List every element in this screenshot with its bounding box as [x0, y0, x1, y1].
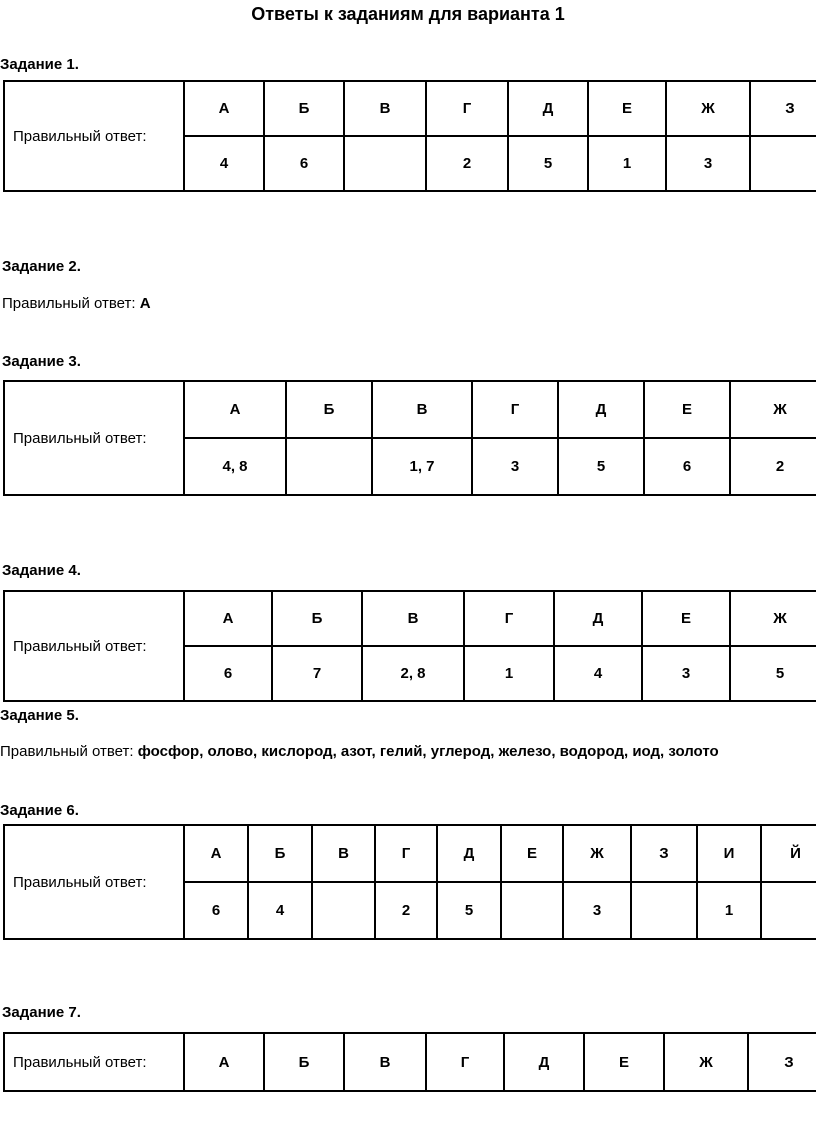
task3-answer-table [3, 380, 816, 496]
task4-header-d: Д [554, 591, 642, 646]
task2-answer-line [2, 295, 151, 312]
task4-header-e: Е [642, 591, 730, 646]
task1-value-z [750, 136, 816, 191]
task6-header-d: Д [437, 825, 501, 882]
task6-header-zh: Ж [563, 825, 631, 882]
task3-value-d: 5 [558, 438, 644, 495]
task6-value-y [761, 882, 816, 939]
task3-value-e: 6 [644, 438, 730, 495]
task4-value-zh: 5 [730, 646, 816, 701]
task5-answer: фосфор, олово, кислород, азот, гелий, углерод, железо, водород, иод, золото [137, 743, 719, 760]
task4-answer-table [3, 590, 816, 702]
task1-header-g: Г [426, 81, 508, 136]
task6-answer-table [3, 824, 816, 940]
task4-value-e: 3 [642, 646, 730, 701]
task3-header-zh: Ж [730, 381, 816, 438]
page-title: Ответы к заданиям для варианта 1 [251, 4, 565, 24]
task1-header-zh: Ж [666, 81, 750, 136]
task1-header-b: Б [264, 81, 344, 136]
task4-value-b: 7 [272, 646, 362, 701]
task3-header-e: Е [644, 381, 730, 438]
task7-header-b: Б [264, 1033, 344, 1091]
task7-header-z: З [748, 1033, 816, 1091]
task3-heading: Задание 3. [2, 353, 81, 370]
task4-header-a: А [184, 591, 272, 646]
answer-label: Правильный ответ: [4, 591, 184, 701]
task6-value-zh: 3 [563, 882, 631, 939]
task5-answer-line [0, 743, 719, 760]
task6-value-e [501, 882, 563, 939]
task3-header-b: Б [286, 381, 372, 438]
task2-heading: Задание 2. [2, 258, 81, 275]
task4-heading: Задание 4. [2, 562, 81, 579]
task4-header-v: В [362, 591, 464, 646]
task1-value-b: 6 [264, 136, 344, 191]
answer-label: Правильный ответ: [2, 295, 140, 312]
task6-header-g: Г [375, 825, 437, 882]
task1-header-d: Д [508, 81, 588, 136]
task6-header-b: Б [248, 825, 312, 882]
task4-header-zh: Ж [730, 591, 816, 646]
task1-answer-table [3, 80, 816, 192]
answer-label: Правильный ответ: [4, 381, 184, 495]
task1-value-e: 1 [588, 136, 666, 191]
task6-header-a: А [184, 825, 248, 882]
task3-header-a: А [184, 381, 286, 438]
task6-value-d: 5 [437, 882, 501, 939]
task7-heading: Задание 7. [2, 1004, 81, 1021]
task6-header-i: И [697, 825, 761, 882]
task7-header-e: Е [584, 1033, 664, 1091]
task7-header-v: В [344, 1033, 426, 1091]
task6-value-a: 6 [184, 882, 248, 939]
task7-header-d: Д [504, 1033, 584, 1091]
task3-value-a: 4, 8 [184, 438, 286, 495]
task3-header-g: Г [472, 381, 558, 438]
task3-value-g: 3 [472, 438, 558, 495]
task1-value-d: 5 [508, 136, 588, 191]
task3-value-v: 1, 7 [372, 438, 472, 495]
task6-value-b: 4 [248, 882, 312, 939]
task1-header-a: А [184, 81, 264, 136]
task4-value-d: 4 [554, 646, 642, 701]
task6-heading: Задание 6. [0, 802, 79, 819]
task1-header-v: В [344, 81, 426, 136]
answer-label: Правильный ответ: [4, 1033, 184, 1091]
task6-value-i: 1 [697, 882, 761, 939]
task7-header-zh: Ж [664, 1033, 748, 1091]
task6-value-z [631, 882, 697, 939]
task6-value-v [312, 882, 375, 939]
task6-header-y: Й [761, 825, 816, 882]
task3-header-d: Д [558, 381, 644, 438]
task6-header-e: Е [501, 825, 563, 882]
task5-heading: Задание 5. [0, 707, 79, 724]
task7-header-a: А [184, 1033, 264, 1091]
answer-label: Правильный ответ: [0, 743, 138, 760]
task7-header-g: Г [426, 1033, 504, 1091]
task6-value-g: 2 [375, 882, 437, 939]
task4-value-a: 6 [184, 646, 272, 701]
answer-label: Правильный ответ: [4, 81, 184, 191]
task3-value-zh: 2 [730, 438, 816, 495]
task1-value-zh: 3 [666, 136, 750, 191]
task4-value-g: 1 [464, 646, 554, 701]
task3-value-b [286, 438, 372, 495]
task1-value-a: 4 [184, 136, 264, 191]
task1-header-e: Е [588, 81, 666, 136]
task4-value-v: 2, 8 [362, 646, 464, 701]
task3-header-v: В [372, 381, 472, 438]
task7-answer-table [3, 1032, 816, 1092]
answer-label: Правильный ответ: [4, 825, 184, 939]
task1-header-z: З [750, 81, 816, 136]
task4-header-b: Б [272, 591, 362, 646]
task1-value-g: 2 [426, 136, 508, 191]
task6-header-v: В [312, 825, 375, 882]
task2-answer: А [139, 295, 151, 312]
task1-value-v [344, 136, 426, 191]
task6-header-z: З [631, 825, 697, 882]
task1-heading: Задание 1. [0, 56, 79, 73]
task4-header-g: Г [464, 591, 554, 646]
